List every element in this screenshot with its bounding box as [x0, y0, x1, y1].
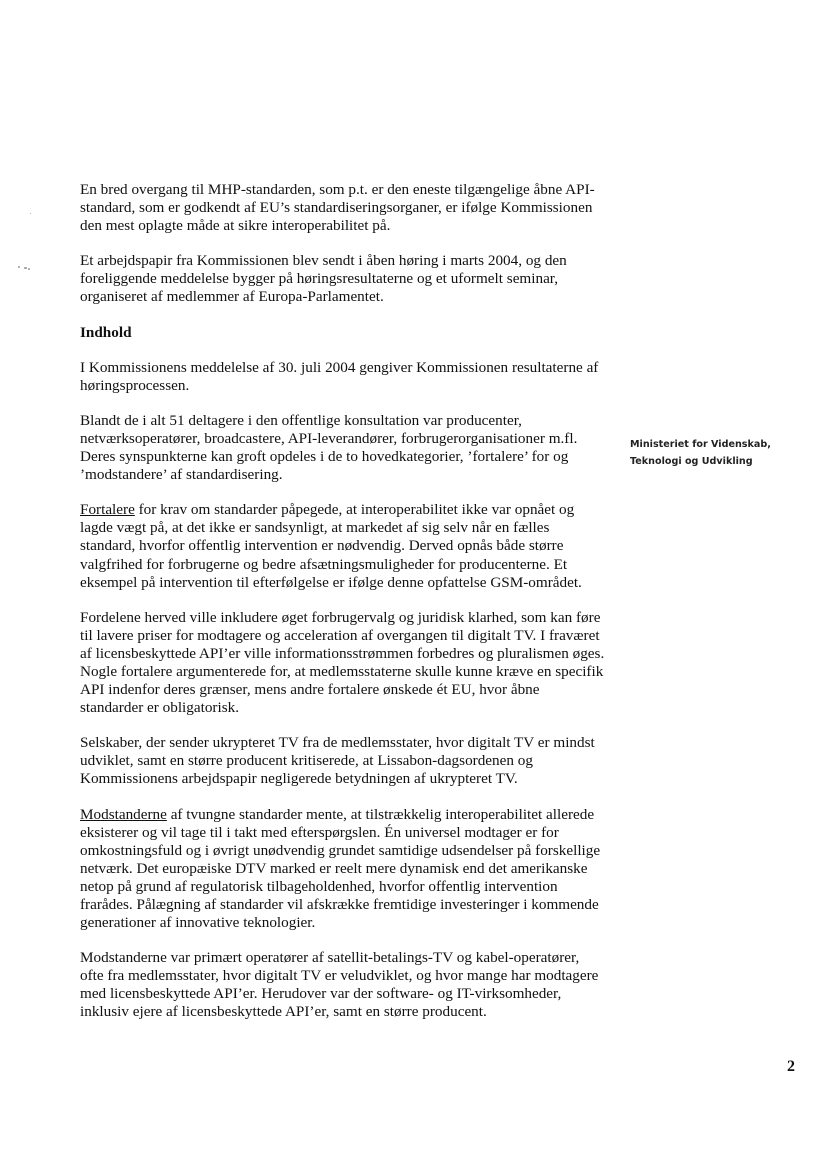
paragraph-text: Modstanderne var primært operatører af satellit-betalings-TV og kabel-operatører, ofte fra medlemsstater, hvor digitalt TV er veludviklet, og hvor mange har modtagere med licensbeskyttede API’er. Herudover var der software- og IT-virksomheder, inklusiv ejere af licensbeskyttede API’er, samt en større producent. [80, 949, 599, 1021]
ministry-name-line-2: Teknologi og Udvikling [630, 456, 753, 467]
paragraph-participants [80, 412, 605, 484]
paragraph-text: Selskaber, der sender ukrypteret TV fra de medlemsstater, hvor digitalt TV er mindst udviklet, samt en større producent kritiserede, at Lissabon-dagsordenen og Kommissionens arbejdspapir negligerede betydningen af ukrypteret TV. [80, 734, 595, 788]
underlined-term: Modstanderne [80, 805, 167, 823]
section-heading [80, 324, 605, 342]
paragraph-proponents [80, 501, 605, 591]
paragraph-text: for krav om standarder påpegede, at interoperabilitet ikke var opnået og lagde vægt på, at det ikke er sandsynligt, at markedet af sig selv når en fælles standard, hvorfor offentlig intervention er nødvendig. Derved opnås både større valgfrihed for forbrugerne og bedre afsætningsmuligheder for producenterne. Et eksempel på intervention til efterfølgelse er ifølge denne opfattelse GSM-området. [80, 501, 582, 591]
ministry-sidebar [630, 436, 820, 470]
paragraph-text: En bred overgang til MHP-standarden, som p.t. er den eneste tilgængelige åbne API-standard, som er godkendt af EU’s standardiseringsorganer, er ifølge Kommissionen den mest oplagte måde at sikre interoperabilitet på. [80, 181, 595, 235]
paragraph-free-to-air [80, 734, 605, 788]
underlined-term: Fortalere [80, 501, 135, 519]
paragraph-opponent-types [80, 949, 605, 1021]
paragraph-working-paper [80, 252, 605, 306]
scan-speck [30, 213, 31, 214]
paragraph-text: Et arbejdspapir fra Kommissionen blev sendt i åben høring i marts 2004, og den foreliggende meddelelse bygger på høringsresultaterne og et uformelt seminar, organiseret af medlemmer af Europa-Parlamentet. [80, 252, 567, 306]
page-number: 2 [787, 1058, 795, 1075]
paragraph-text: Blandt de i alt 51 deltagere i den offentlige konsultation var producenter, netværksoperatører, broadcastere, API-leverandører, forbrugerorganisationer m.fl. Deres synspunkterne kan groft opdeles i de to hovedkategorier, ’fortalere’ for og ’modstandere’ af standardisering. [80, 411, 578, 484]
main-text-column [80, 181, 605, 1039]
scan-speck [18, 266, 20, 268]
paragraph-text: I Kommissionens meddelelse af 30. juli 2004 gengiver Kommissionen resultaterne af høringsprocessen. [80, 358, 599, 394]
heading-text: Indhold [80, 323, 132, 341]
ministry-name-line-1: Ministeriet for Videnskab, [630, 439, 771, 450]
scan-speck [28, 268, 30, 270]
scan-speck [24, 267, 27, 269]
paragraph-opponents [80, 806, 605, 933]
paragraph-communication [80, 359, 605, 395]
paragraph-mhp-standard [80, 181, 605, 235]
paragraph-text: Fordelene herved ville inkludere øget forbrugervalg og juridisk klarhed, som kan føre til lavere priser for modtagere og acceleration af overgangen til digitalt TV. I fraværet af licensbeskyttede API’er ville informationsstrømmen forbedres og pluralismen øges. Nogle fortalere argumenterede for, at medlemsstaterne skulle kunne kræve en specifik API indenfor deres grænser, mens andre fortalere ønskede ét EU, hvor åbne standarder er obligatorisk. [80, 608, 605, 717]
paragraph-text: af tvungne standarder mente, at tilstrækkelig interoperabilitet allerede eksisterer og vil tage til i takt med efterspørgslen. Én universel modtager er for omkostningsfuld og i øvrigt unødvendig grundet samtidige udsendelser på forskellige netværk. Det europæiske DTV marked er reelt mere dynamisk end det amerikanske netop på grund af regulatorisk tilbageholdenhed, hvorfor offentlig intervention frarådes. Pålægning af standarder vil afskrække fremtidige investeringer i kommende generationer af innovative teknologier. [80, 805, 601, 932]
paragraph-benefits [80, 609, 605, 718]
